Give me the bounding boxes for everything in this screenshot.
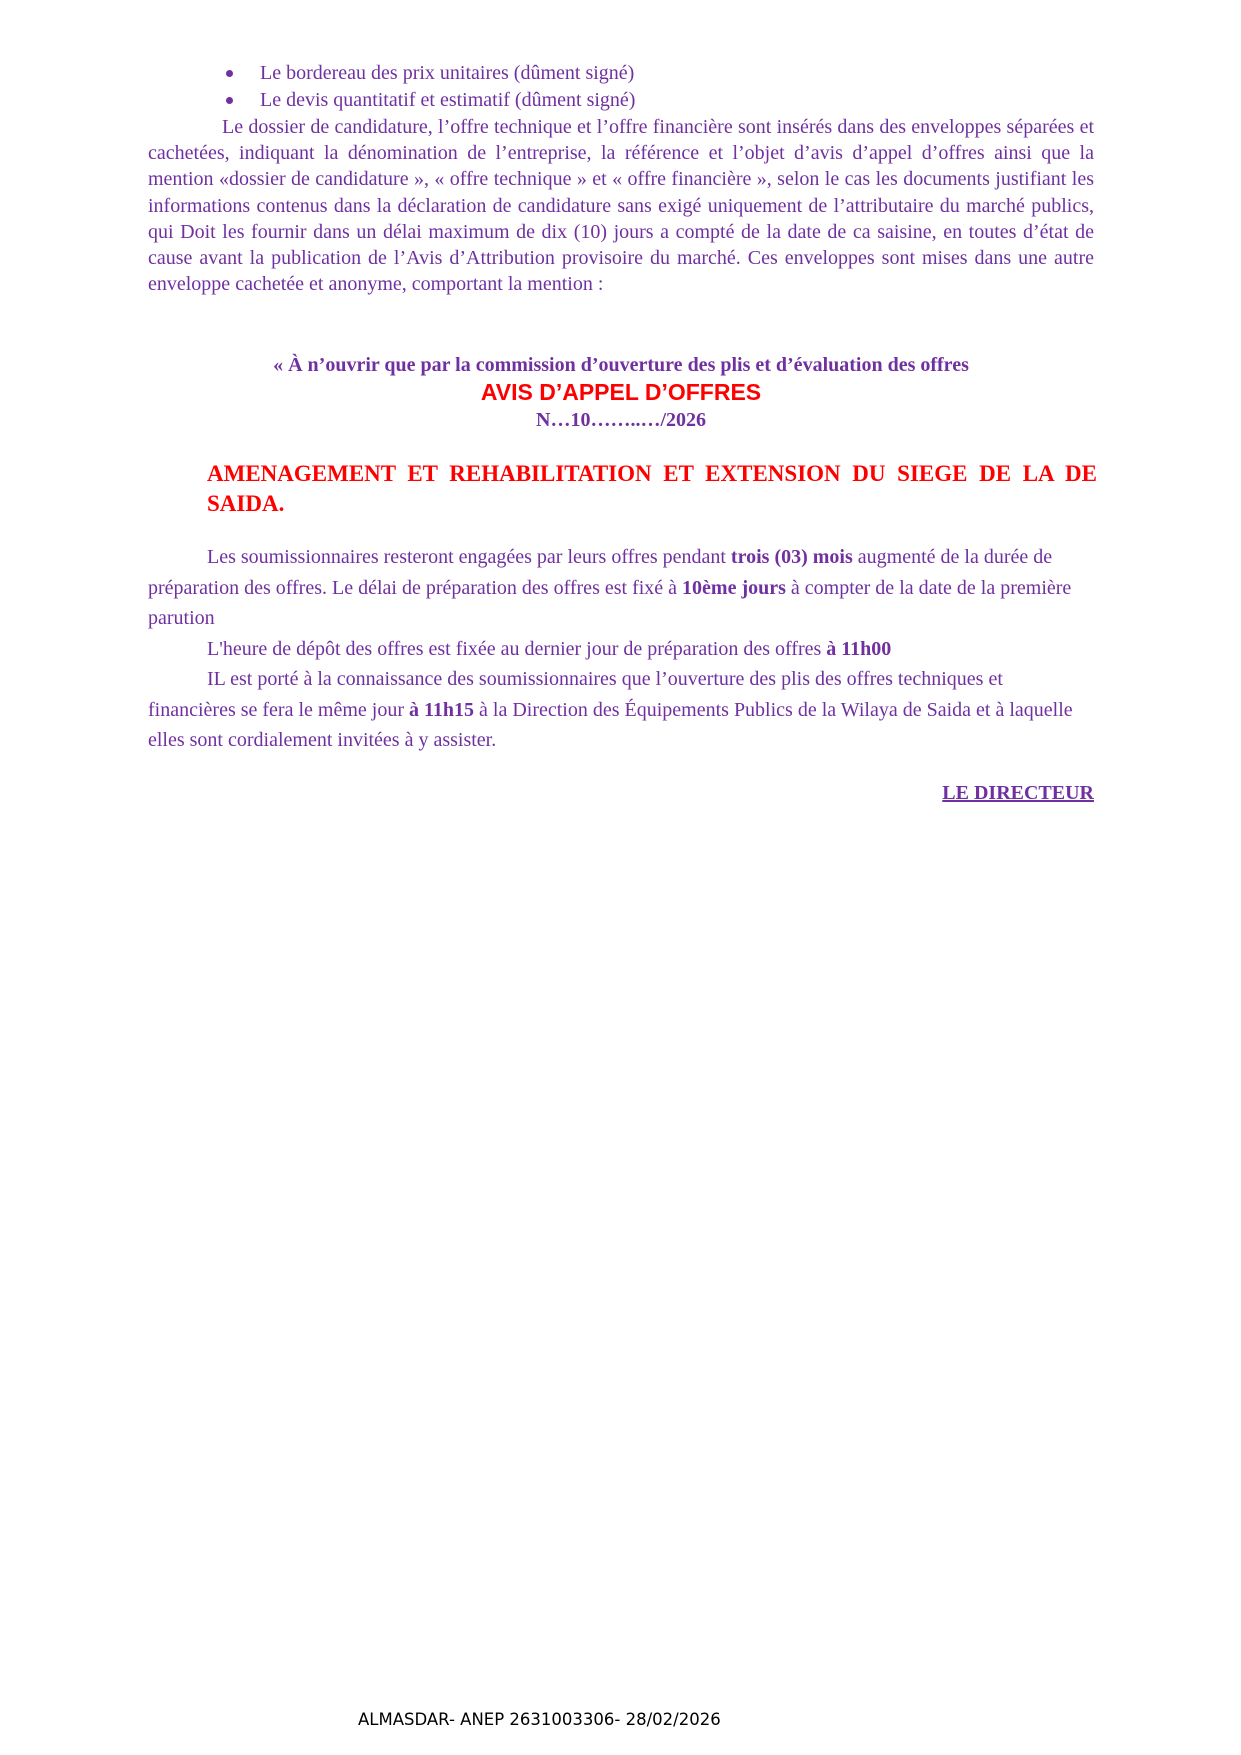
list-item-text: Le devis quantitatif et estimatif (dûment signé) xyxy=(260,89,636,111)
bullet-icon xyxy=(226,97,233,104)
deposit-paragraph xyxy=(148,634,1094,665)
list-item-text: Le bordereau des prix unitaires (dûment signé) xyxy=(260,62,635,84)
opening-text: IL est porté à la connaissance des soumissionnaires que l’ouverture des plis des offres techniques et financières se fera le même jour xyxy=(148,668,1003,721)
list-item xyxy=(222,87,922,114)
validity-text-2: augmenté de la durée de préparation des offres. Le délai de préparation des offres est fixé à xyxy=(148,546,1053,599)
validity-text-3: à compter de la date de la première parution xyxy=(148,576,1072,629)
notice-title: AVIS D’APPEL D’OFFRES xyxy=(480,379,762,405)
opening-paragraph xyxy=(148,664,1094,756)
opening-time: à 11h15 xyxy=(408,698,475,721)
list-item xyxy=(222,60,922,87)
signature: LE DIRECTEUR xyxy=(942,782,1094,804)
publication-footer: ALMASDAR- ANEP 2631003306- 28/02/2026 xyxy=(358,1710,721,1729)
envelope-instructions-paragraph: Le dossier de candidature, l’offre technique et l’offre financière sont insérés dans des enveloppes séparées et cachetées, indiquant la dénomination de l’entreprise, la référence et l’objet d’avis d’appel d’offres ainsi que la mention «dossier de candidature », « offre technique » et « offre financière », selon le cas les documents justifiant les informations contenus dans la déclaration de candidature sans exigé uniquement de l’attributaire du marché publics, qui Doit les fournir dans un délai maximum de dix (10) jours a compté de la date de ca saisine, en toutes d’état de cause avant la publication de l’Avis d’Attribution provisoire du marché. Ces enveloppes sont mises dans une autre enveloppe cachetée et anonyme, comportant la mention : xyxy=(148,116,1094,296)
preparation-delay: 10ème jours xyxy=(682,576,786,599)
deposit-text: L'heure de dépôt des offres est fixée au dernier jour de préparation des offres xyxy=(207,637,827,660)
deposit-time: à 11h00 xyxy=(826,637,892,660)
validity-text: Les soumissionnaires resteront engagées par leurs offres pendant xyxy=(207,546,731,568)
conditions-section xyxy=(148,542,1094,756)
bullet-icon xyxy=(226,70,233,77)
project-title: AMENAGEMENT ET REHABILITATION ET EXTENSION DU SIEGE DE LA DE SAIDA. xyxy=(207,461,1097,516)
required-documents-list xyxy=(222,60,922,114)
envelope-mention: « À n’ouvrir que par la commission d’ouverture des plis et d’évaluation des offres xyxy=(273,354,969,376)
opening-text-2: à la Direction des Équipements Publics de la Wilaya de Saida et à laquelle elles sont cordialement invitées à y assister. xyxy=(148,698,1073,751)
notice-number: N…10……..…/2026 xyxy=(536,409,706,431)
validity-paragraph xyxy=(148,542,1094,634)
validity-duration: trois (03) mois xyxy=(730,546,853,568)
